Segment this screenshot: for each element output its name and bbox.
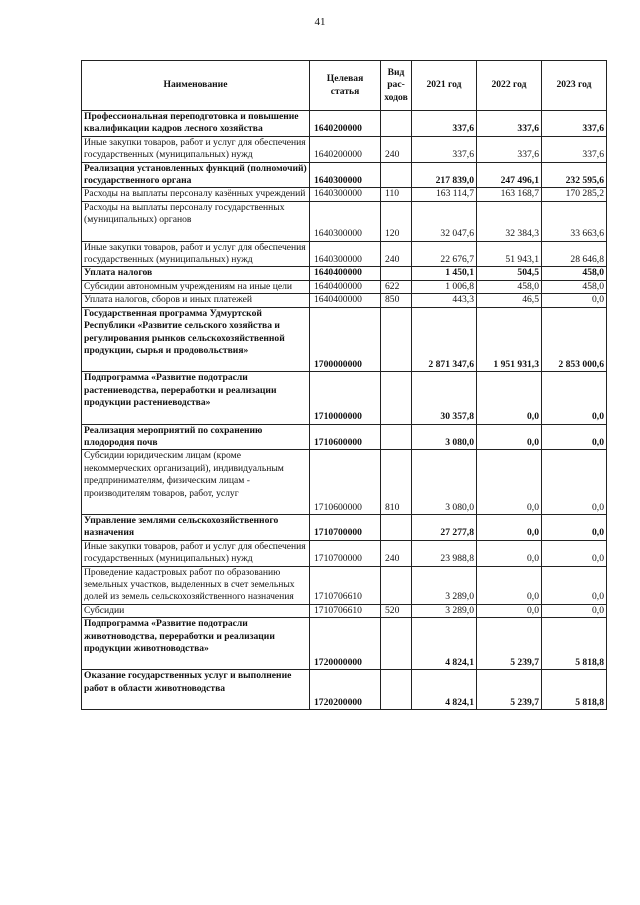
budget-table: [81, 60, 607, 710]
row-vid: [381, 514, 412, 540]
row-name: Расходы на выплаты персоналу казённых учреждений: [82, 188, 310, 201]
header-code: Целевая статья: [310, 61, 381, 111]
table-row: [82, 372, 607, 424]
row-value-2021: 3 080,0: [412, 450, 477, 515]
row-name: Подпрограмма «Развитие подотрасли животноводства, переработки и реализации продукции животноводства»: [82, 618, 310, 670]
row-value-2021: 1 450,1: [412, 267, 477, 280]
table-row: [82, 188, 607, 201]
row-code: 1640300000: [310, 162, 381, 188]
row-name: Субсидии автономным учреждениям на иные цели: [82, 280, 310, 293]
row-value-2023: 337,6: [542, 111, 607, 137]
row-value-2022: 0,0: [477, 604, 542, 617]
row-value-2022: 337,6: [477, 136, 542, 162]
row-vid: 622: [381, 280, 412, 293]
row-value-2022: 0,0: [477, 424, 542, 450]
header-2022: 2022 год: [477, 61, 542, 111]
row-name: Расходы на выплаты персоналу государственных (муниципальных) органов: [82, 201, 310, 241]
row-value-2023: 337,6: [542, 136, 607, 162]
table-row: [82, 111, 607, 137]
row-value-2023: 0,0: [542, 294, 607, 307]
row-value-2023: 0,0: [542, 566, 607, 604]
row-code: 1640300000: [310, 201, 381, 241]
table-row: [82, 514, 607, 540]
row-value-2022: 0,0: [477, 540, 542, 566]
row-value-2023: 0,0: [542, 372, 607, 424]
row-code: 1640200000: [310, 136, 381, 162]
row-value-2023: 0,0: [542, 604, 607, 617]
row-name: Оказание государственных услуг и выполнение работ в области животноводства: [82, 670, 310, 710]
table-row: [82, 280, 607, 293]
row-value-2022: 337,6: [477, 111, 542, 137]
header-name: Наименование: [82, 61, 310, 111]
table-row: [82, 294, 607, 307]
row-vid: 110: [381, 188, 412, 201]
row-code: 1710706610: [310, 566, 381, 604]
row-value-2021: 443,3: [412, 294, 477, 307]
row-value-2022: 1 951 931,3: [477, 307, 542, 372]
table-row: [82, 201, 607, 241]
row-value-2022: 5 239,7: [477, 670, 542, 710]
row-name: Подпрограмма «Развитие подотрасли растениеводства, переработки и реализации продукции растениеводства»: [82, 372, 310, 424]
row-code: 1700000000: [310, 307, 381, 372]
row-name: Иные закупки товаров, работ и услуг для обеспечения государственных (муниципальных) нужд: [82, 540, 310, 566]
row-vid: 240: [381, 136, 412, 162]
row-vid: [381, 670, 412, 710]
page-number: 41: [314, 16, 326, 28]
table-row: [82, 241, 607, 267]
row-code: 1640400000: [310, 294, 381, 307]
header-vid: Вид рас-ходов: [381, 61, 412, 111]
row-name: Профессиональная переподготовка и повышение квалификации кадров лесного хозяйства: [82, 111, 310, 137]
table-row: [82, 450, 607, 515]
row-value-2021: 217 839,0: [412, 162, 477, 188]
table-row: [82, 424, 607, 450]
row-value-2022: 458,0: [477, 280, 542, 293]
row-name: Иные закупки товаров, работ и услуг для обеспечения государственных (муниципальных) нужд: [82, 136, 310, 162]
row-vid: 850: [381, 294, 412, 307]
row-value-2022: 46,5: [477, 294, 542, 307]
row-vid: 240: [381, 241, 412, 267]
row-name: Уплата налогов: [82, 267, 310, 280]
row-code: 1640300000: [310, 241, 381, 267]
row-vid: 120: [381, 201, 412, 241]
row-value-2021: 3 289,0: [412, 566, 477, 604]
header-2023: 2023 год: [542, 61, 607, 111]
row-value-2022: 247 496,1: [477, 162, 542, 188]
row-name: Проведение кадастровых работ по образованию земельных участков, выделенных в счет земельных долей из земель сельскохозяйственного назначения: [82, 566, 310, 604]
row-name: Субсидии юридическим лицам (кроме некоммерческих организаций), индивидуальным предпринимателям, физическим лицам - производителям товаров, работ, услуг: [82, 450, 310, 515]
table-row: [82, 136, 607, 162]
row-vid: [381, 307, 412, 372]
table-row: [82, 540, 607, 566]
row-value-2023: 0,0: [542, 424, 607, 450]
row-value-2023: 5 818,8: [542, 618, 607, 670]
row-value-2023: 458,0: [542, 267, 607, 280]
row-value-2022: 5 239,7: [477, 618, 542, 670]
row-value-2022: 51 943,1: [477, 241, 542, 267]
row-value-2023: 2 853 000,6: [542, 307, 607, 372]
row-vid: [381, 566, 412, 604]
row-value-2021: 4 824,1: [412, 618, 477, 670]
row-value-2022: 32 384,3: [477, 201, 542, 241]
row-code: 1710000000: [310, 372, 381, 424]
row-name: Реализация установленных функций (полномочий) государственного органа: [82, 162, 310, 188]
row-name: Субсидии: [82, 604, 310, 617]
row-vid: [381, 111, 412, 137]
row-value-2021: 3 289,0: [412, 604, 477, 617]
table-body: [82, 111, 607, 710]
table-row: [82, 162, 607, 188]
row-code: 1710700000: [310, 514, 381, 540]
row-value-2022: 0,0: [477, 372, 542, 424]
row-code: 1640400000: [310, 267, 381, 280]
row-value-2022: 0,0: [477, 566, 542, 604]
table-row: [82, 604, 607, 617]
row-code: 1710600000: [310, 424, 381, 450]
row-value-2023: 0,0: [542, 514, 607, 540]
row-code: 1640300000: [310, 188, 381, 201]
table-row: [82, 307, 607, 372]
row-value-2021: 337,6: [412, 111, 477, 137]
row-name: Управление землями сельскохозяйственного назначения: [82, 514, 310, 540]
row-value-2022: 0,0: [477, 514, 542, 540]
table-row: [82, 618, 607, 670]
row-value-2021: 3 080,0: [412, 424, 477, 450]
row-value-2023: 170 285,2: [542, 188, 607, 201]
row-vid: 240: [381, 540, 412, 566]
row-vid: [381, 372, 412, 424]
row-value-2021: 23 988,8: [412, 540, 477, 566]
header-2021: 2021 год: [412, 61, 477, 111]
row-value-2021: 163 114,7: [412, 188, 477, 201]
row-value-2023: 232 595,6: [542, 162, 607, 188]
row-value-2022: 163 168,7: [477, 188, 542, 201]
row-value-2021: 30 357,8: [412, 372, 477, 424]
row-vid: [381, 267, 412, 280]
row-value-2021: 22 676,7: [412, 241, 477, 267]
row-code: 1720200000: [310, 670, 381, 710]
row-vid: 810: [381, 450, 412, 515]
row-value-2023: 0,0: [542, 450, 607, 515]
row-value-2021: 1 006,8: [412, 280, 477, 293]
row-name: Государственная программа Удмуртской Республики «Развитие сельского хозяйства и регулирования рынков сельскохозяйственной продукции, сырья и продовольствия»: [82, 307, 310, 372]
row-value-2023: 0,0: [542, 540, 607, 566]
row-code: 1710706610: [310, 604, 381, 617]
table-row: [82, 670, 607, 710]
row-vid: [381, 618, 412, 670]
row-value-2022: 0,0: [477, 450, 542, 515]
row-code: 1640400000: [310, 280, 381, 293]
row-value-2021: 337,6: [412, 136, 477, 162]
row-value-2023: 458,0: [542, 280, 607, 293]
row-vid: [381, 424, 412, 450]
row-name: Уплата налогов, сборов и иных платежей: [82, 294, 310, 307]
row-vid: 520: [381, 604, 412, 617]
row-code: 1710600000: [310, 450, 381, 515]
table-row: [82, 566, 607, 604]
row-value-2023: 28 646,8: [542, 241, 607, 267]
row-name: Реализация мероприятий по сохранению плодородия почв: [82, 424, 310, 450]
row-value-2021: 32 047,6: [412, 201, 477, 241]
table-row: [82, 267, 607, 280]
row-value-2021: 27 277,8: [412, 514, 477, 540]
row-value-2021: 2 871 347,6: [412, 307, 477, 372]
row-value-2021: 4 824,1: [412, 670, 477, 710]
row-value-2023: 5 818,8: [542, 670, 607, 710]
row-vid: [381, 162, 412, 188]
row-name: Иные закупки товаров, работ и услуг для обеспечения государственных (муниципальных) нужд: [82, 241, 310, 267]
row-value-2022: 504,5: [477, 267, 542, 280]
header-row: [82, 61, 607, 111]
row-code: 1720000000: [310, 618, 381, 670]
row-value-2023: 33 663,6: [542, 201, 607, 241]
row-code: 1710700000: [310, 540, 381, 566]
row-code: 1640200000: [310, 111, 381, 137]
